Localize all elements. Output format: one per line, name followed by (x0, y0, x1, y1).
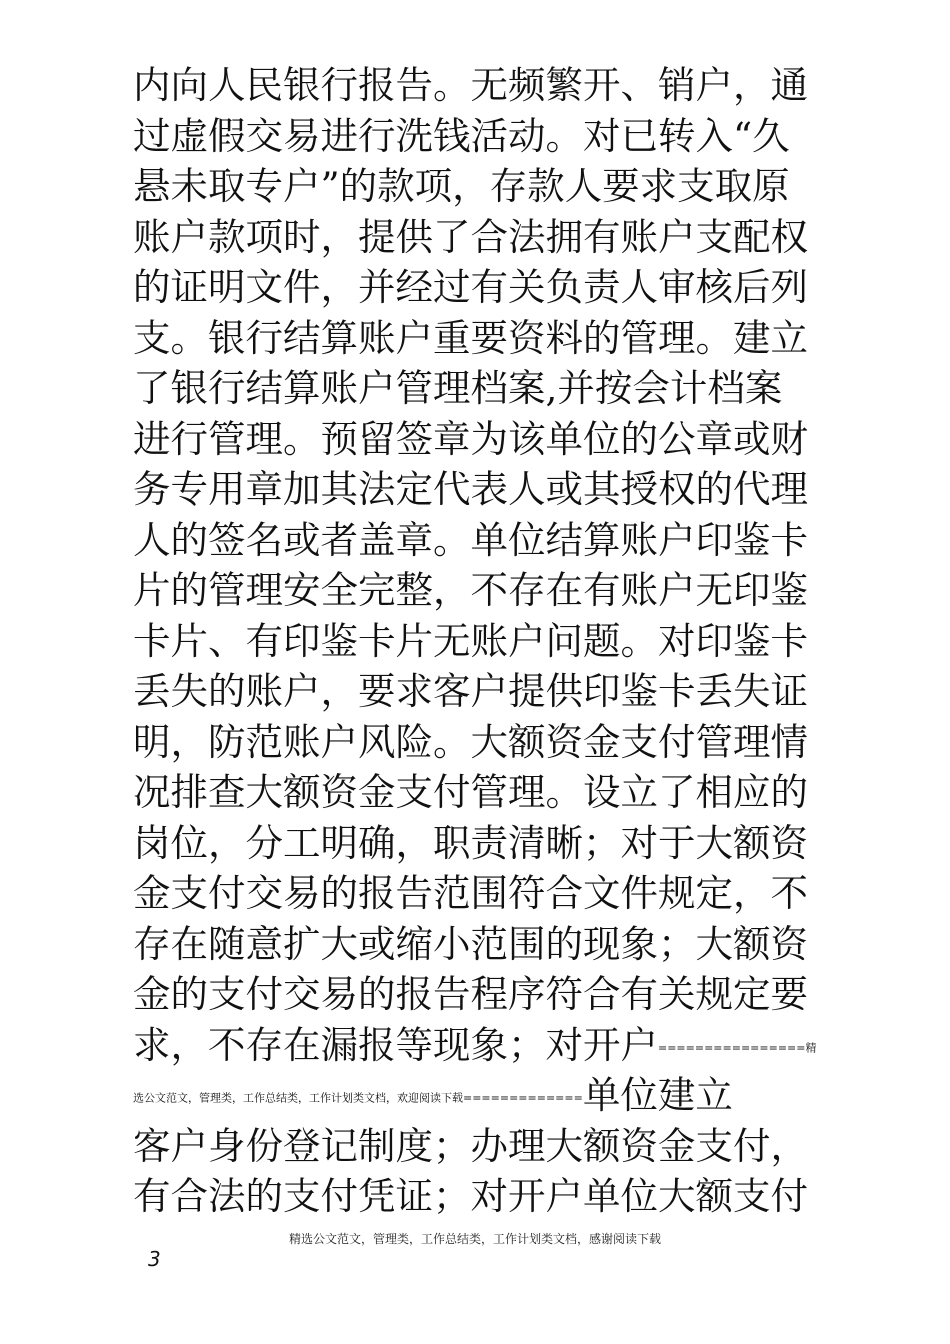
watermark-text: 选公文范文，管理类，工作总结类，工作计划类文档，欢迎阅读下载 (133, 1091, 463, 1105)
text-line: 人的签名或者盖章。单位结算账户印鉴卡 (133, 517, 808, 562)
text-line: 丢失的账户，要求客户提供印鉴卡丢失证 (133, 669, 808, 713)
text-line: 况排查大额资金支付管理。设立了相应的 (133, 770, 808, 814)
text-line: 过虚假交易进行洗钱活动。对已转入“久 (133, 113, 790, 158)
text-line: 支。银行结算账户重要资料的管理。建立 (133, 315, 808, 360)
text-line-with-watermark (133, 1070, 833, 1121)
text-line: 卡片、有印鉴卡片无账户问题。对印鉴卡 (133, 618, 808, 663)
text-line: 岗位，分工明确，职责清晰；对于大额资 (133, 820, 808, 865)
text-line: 进行管理。预留签章为该单位的公章或财 (133, 416, 808, 461)
text-line: 悬未取专户”的款项，存款人要求支取原 (133, 164, 790, 208)
text-segment: 单位建立 (582, 1073, 733, 1117)
text-line: 金支付交易的报告范围符合文件规定，不 (133, 871, 808, 915)
text-line: 内向人民银行报告。无频繁开、销户，通 (133, 63, 808, 107)
page-footer: 精选公文范文，管理类，工作总结类，工作计划类文档，感谢阅读下载 (288, 1232, 661, 1246)
text-line: 存在随意扩大或缩小范围的现象；大额资 (133, 921, 808, 966)
text-line-with-watermark (133, 1020, 833, 1071)
text-line: 了银行结算账户管理档案,并按会计档案 (133, 366, 783, 410)
text-line: 客户身份登记制度；办理大额资金支付， (133, 1123, 808, 1168)
text-line: 明，防范账户风险。大额资金支付管理情 (133, 719, 808, 764)
text-line: 片的管理安全完整，不存在有账户无印鉴 (133, 568, 808, 612)
text-segment: 求，不存在漏报等现象；对开户 (133, 1022, 658, 1067)
text-line: 账户款项时，提供了合法拥有账户支配权 (133, 214, 808, 259)
watermark-text: 精 (805, 1040, 817, 1054)
text-line: 的证明文件，并经过有关负责人审核后列 (133, 265, 808, 309)
body-text (133, 60, 833, 1222)
page-number: 3 (148, 1247, 161, 1271)
text-line: 有合法的支付凭证；对开户单位大额支付 (133, 1174, 808, 1218)
separator: ============= (463, 1091, 583, 1105)
text-line: 务专用章加其法定代表人或其授权的代理 (133, 467, 808, 511)
text-line: 金的支付交易的报告程序符合有关规定要 (133, 972, 808, 1016)
separator: ================ (658, 1040, 806, 1054)
